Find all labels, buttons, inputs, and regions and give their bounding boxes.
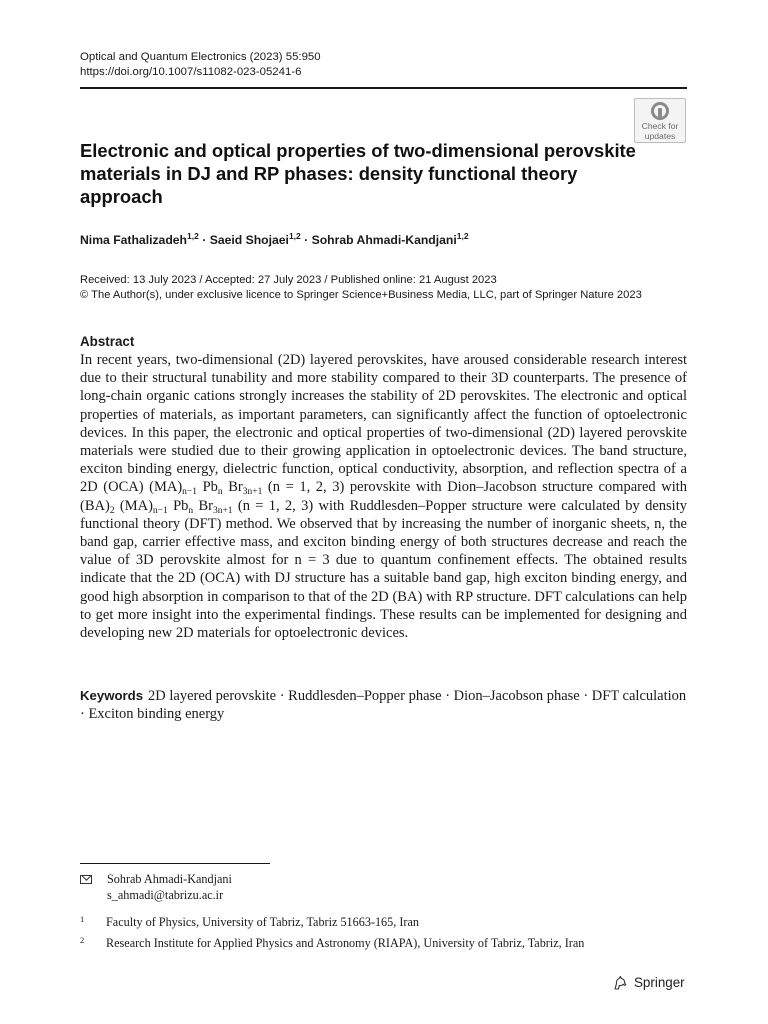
affiliation-number: 2 (80, 935, 85, 945)
author-list (80, 233, 469, 247)
corresponding-author-name: Sohrab Ahmadi-Kandjani (107, 872, 232, 886)
abstract-heading: Abstract (80, 334, 135, 349)
affiliation-number: 1 (80, 914, 85, 924)
author-affiliation-mark: 1,2 (288, 231, 301, 241)
journal-line: Optical and Quantum Electronics (2023) 55:950 (80, 51, 321, 63)
paper-title: Electronic and optical properties of two-dimensional perovskite materials in DJ and RP phases: density functional theory approach (80, 140, 636, 207)
keywords-block (80, 687, 687, 723)
affiliation-text: Research Institute for Applied Physics and Astronomy (RIAPA), University of Tabriz, Tabriz, Iran (106, 936, 585, 950)
author-name[interactable]: Nima Fathalizadeh (80, 233, 188, 247)
author-separator: · (300, 233, 312, 247)
footnote-rule (80, 863, 270, 864)
envelope-icon (80, 875, 92, 884)
affiliation-text: Faculty of Physics, University of Tabriz, Tabriz 51663-165, Iran (106, 915, 419, 929)
springer-horse-icon (612, 975, 628, 991)
author-affiliation-mark: 1,2 (187, 231, 199, 241)
check-for-updates-badge[interactable] (634, 98, 686, 143)
doi-link[interactable]: https://doi.org/10.1007/s11082-023-05241-6 (80, 66, 302, 78)
keywords-label: Keywords (80, 688, 144, 703)
springer-wordmark: Springer (634, 975, 685, 990)
publication-history (80, 273, 642, 303)
dates-line: Received: 13 July 2023 / Accepted: 27 July 2023 / Published online: 21 August 2023 (80, 274, 497, 286)
author-affiliation-mark: 1,2 (456, 231, 469, 241)
author-name[interactable]: Saeid Shojaei (209, 233, 289, 247)
author-separator: · (198, 233, 210, 247)
keywords-list: 2D layered perovskite · Ruddlesden–Popper phase · Dion–Jacobson phase · DFT calculation · Exciton binding energy (80, 688, 687, 723)
header-rule (80, 87, 687, 89)
author-name[interactable]: Sohrab Ahmadi-Kandjani (311, 233, 457, 247)
copyright-line: © The Author(s), under exclusive licence to Springer Science+Business Media, LLC, part of Springer Nature 2023 (80, 289, 642, 301)
badge-label: Check for updates (641, 121, 679, 141)
abstract-text: In recent years, two-dimensional (2D) layered perovskites, have aroused considerable research interest due to their structural tunability and more stability compared to their 3D counterparts. The presence of long-chain organic cations strongly increases the stability of 2D perovskites. The electronic and optical properties of materials, as important parameters, can significantly affect the function of optoelectronic devices. In this paper, the electronic and optical properties of two-dimensional (2D) layered perovskite materials were studied due to their growing application in optoelectronic devices. The band structure, exciton binding energy, dielectric function, optical conductivity, absorption, and reflection spectra of a 2D (OCA) $(MA)_{n-1}$ $Pb_n$ $Br_{3n+1}$ (n = 1, 2, 3) perovskite with Dion–Jacobson structure compared with $(BA)_2$ $(MA)_{n-1}$ $Pb_n$ $Br_{3n+1}$ (n = 1, 2, 3) with Ruddlesden–Popper structure were calculated by density functional theory (DFT) method. We observed that by increasing the number of inorganic sheets, n, the band gap, carrier effective mass, and exciton binding energy of both structures decrease and reach the value of 3D perovskite almost for n = 3 due to quantum confinement effects. The obtained results indicate that the 2D (OCA) with DJ structure has a suitable band gap, high exciton binding energy, and good high absorption in comparison to that of the 2D (BA) with RP structure. DFT calculations can help to get more insight into the experimental findings. These results can be implemented for designing and developing new 2D materials for optoelectronic devices. (80, 352, 688, 642)
bookmark-check-icon (651, 102, 669, 120)
corresponding-author-email[interactable]: s_ahmadi@tabrizu.ac.ir (107, 888, 224, 902)
journal-citation (80, 50, 321, 80)
